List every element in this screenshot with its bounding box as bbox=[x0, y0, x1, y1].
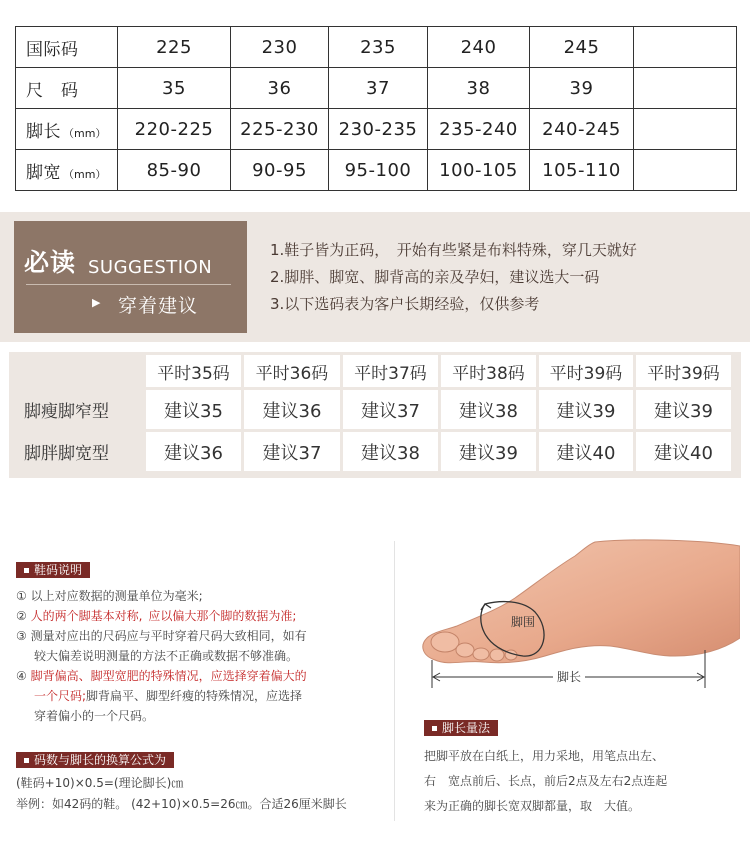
recommendation-cell: 建议40 bbox=[539, 432, 633, 471]
note-4-line2 bbox=[16, 686, 376, 706]
recommendation-cell: 建议36 bbox=[146, 432, 241, 471]
size-cell bbox=[634, 150, 737, 191]
size-cell: 35 bbox=[118, 68, 231, 109]
size-notes bbox=[16, 586, 376, 726]
size-row bbox=[16, 27, 737, 68]
formula-text bbox=[16, 773, 347, 815]
recommendation-cell: 建议37 bbox=[343, 390, 438, 429]
size-cell: 245 bbox=[530, 27, 634, 68]
recommendation-cell: 建议40 bbox=[636, 432, 731, 471]
foot-illustration bbox=[405, 538, 740, 693]
recommendation-cell: 建议35 bbox=[146, 390, 241, 429]
size-row-label bbox=[16, 150, 118, 191]
recommendation-cell: 建议39 bbox=[539, 390, 633, 429]
method-tag bbox=[424, 720, 498, 736]
recommendation-header: 平时37码 bbox=[343, 355, 438, 387]
recommendation-header-row bbox=[12, 355, 731, 387]
recommendation-cell: 建议39 bbox=[636, 390, 731, 429]
size-row-label-text: 尺 码 bbox=[26, 80, 79, 101]
girth-label: 脚围 bbox=[511, 615, 536, 629]
size-row-label-text: 脚宽 bbox=[26, 162, 61, 183]
note-3a: ③ 测量对应出的尺码应与平时穿着尺码大致相同，如有 bbox=[16, 629, 307, 643]
size-row-label-text: 脚长 bbox=[26, 121, 61, 142]
method-line: 把脚平放在白纸上，用力采地，用笔点出左、 bbox=[424, 749, 665, 763]
size-row bbox=[16, 109, 737, 150]
method-title: 脚长量法 bbox=[442, 721, 491, 735]
suggestion-title-en: SUGGESTION bbox=[88, 257, 213, 278]
size-cell: 240 bbox=[428, 27, 530, 68]
vertical-divider bbox=[394, 541, 395, 821]
note-4 bbox=[16, 666, 376, 686]
note-4-line3: 穿着偏小的一个尺码。 bbox=[34, 709, 155, 723]
size-cell: 39 bbox=[530, 68, 634, 109]
size-cell: 225 bbox=[118, 27, 231, 68]
suggestion-subtitle: 穿着建议 bbox=[118, 295, 199, 317]
size-cell: 38 bbox=[428, 68, 530, 109]
note-2-number: ② bbox=[16, 609, 31, 623]
suggestion-item: 1.鞋子皆为正码， 开始有些紧是布料特殊，穿几天就好 bbox=[270, 241, 637, 259]
size-row-label bbox=[16, 68, 118, 109]
recommendation-panel bbox=[9, 352, 741, 478]
toe-3 bbox=[473, 648, 489, 660]
suggestion-title-cn: 必读 bbox=[24, 248, 77, 277]
size-cell: 95-100 bbox=[329, 150, 428, 191]
note-4-text-c: 脚背扁平、脚型纤瘦的特殊情况，应选择 bbox=[86, 689, 303, 703]
method-line: 来为正确的脚长宽双脚都量，取 大值。 bbox=[424, 799, 641, 813]
note-4-text-a: 脚背偏高、脚型宽肥的特殊情况，应选择穿着偏大的 bbox=[30, 669, 307, 683]
recommendation-cell: 建议39 bbox=[441, 432, 536, 471]
recommendation-header: 平时38码 bbox=[441, 355, 536, 387]
formula-line: (鞋码+10)×0.5=(理论脚长)㎝ bbox=[16, 776, 184, 790]
size-cell: 225-230 bbox=[231, 109, 329, 150]
recommendation-row-label: 脚胖脚宽型 bbox=[24, 444, 109, 464]
suggestion-item: 2.脚胖、脚宽、脚背高的亲及孕妇，建议选大一码 bbox=[270, 268, 600, 286]
size-cell: 220-225 bbox=[118, 109, 231, 150]
size-notes-tag bbox=[16, 562, 90, 578]
note-1: ① 以上对应数据的测量单位为毫米; bbox=[16, 589, 203, 603]
recommendation-header: 平时36码 bbox=[244, 355, 340, 387]
size-chart-table bbox=[15, 26, 737, 191]
square-bullet-icon bbox=[24, 568, 29, 573]
size-cell: 100-105 bbox=[428, 150, 530, 191]
size-row-unit: （mm） bbox=[63, 167, 107, 181]
size-row bbox=[16, 68, 737, 109]
size-cell: 105-110 bbox=[530, 150, 634, 191]
size-row-label-text: 国际码 bbox=[26, 39, 79, 60]
size-row-label bbox=[16, 109, 118, 150]
method-text bbox=[424, 744, 667, 819]
recommendation-cell: 建议37 bbox=[244, 432, 340, 471]
size-cell: 235 bbox=[329, 27, 428, 68]
recommendation-table bbox=[9, 352, 734, 474]
size-cell: 230-235 bbox=[329, 109, 428, 150]
size-cell: 36 bbox=[231, 68, 329, 109]
toe-4 bbox=[490, 649, 504, 661]
recommendation-header: 平时39码 bbox=[636, 355, 731, 387]
size-cell bbox=[634, 27, 737, 68]
suggestion-item: 3.以下选码表为客户长期经验，仅供参考 bbox=[270, 295, 540, 313]
size-cell: 85-90 bbox=[118, 150, 231, 191]
formula-tag bbox=[16, 752, 174, 768]
note-2 bbox=[16, 606, 376, 626]
square-bullet-icon bbox=[24, 758, 29, 763]
size-cell: 37 bbox=[329, 68, 428, 109]
note-2-text-b: 应以偏大那个脚的数据为准; bbox=[148, 609, 297, 623]
size-cell: 90-95 bbox=[231, 150, 329, 191]
method-line: 右 宽点前后、长点，前后2点及左右2点连起 bbox=[424, 774, 668, 788]
recommendation-cell: 建议38 bbox=[343, 432, 438, 471]
formula-example: 举例：如42码的鞋。 (42+10)×0.5=26㎝。合适26厘米脚长 bbox=[16, 797, 347, 811]
toe-1 bbox=[431, 632, 459, 652]
recommendation-corner bbox=[12, 355, 143, 387]
suggestion-divider bbox=[26, 284, 231, 285]
recommendation-row-label: 脚瘦脚窄型 bbox=[24, 402, 109, 422]
size-notes-title: 鞋码说明 bbox=[34, 563, 83, 577]
suggestion-band bbox=[0, 212, 750, 342]
size-row-unit: （mm） bbox=[63, 126, 107, 140]
size-cell bbox=[634, 109, 737, 150]
square-bullet-icon bbox=[432, 726, 437, 731]
size-cell: 235-240 bbox=[428, 109, 530, 150]
suggestion-list bbox=[270, 237, 637, 318]
toe-2 bbox=[456, 643, 474, 657]
size-cell: 240-245 bbox=[530, 109, 634, 150]
size-row-label bbox=[16, 27, 118, 68]
size-row bbox=[16, 150, 737, 191]
suggestion-label-box bbox=[14, 221, 247, 333]
play-arrow-icon: ▶ bbox=[92, 296, 101, 309]
recommendation-row bbox=[12, 432, 731, 471]
length-label: 脚长 bbox=[557, 670, 582, 684]
recommendation-cell: 建议38 bbox=[441, 390, 536, 429]
size-cell: 230 bbox=[231, 27, 329, 68]
recommendation-cell: 建议36 bbox=[244, 390, 340, 429]
note-4-text-b: 一个尺码; bbox=[34, 689, 87, 703]
note-4-number: ④ bbox=[16, 669, 31, 683]
note-3b: 较大偏差说明测量的方法不正确或数据不够准确。 bbox=[34, 649, 299, 663]
recommendation-header: 平时35码 bbox=[146, 355, 241, 387]
note-2-text-a: 人的两个脚基本对称, bbox=[30, 609, 143, 623]
formula-title: 码数与脚长的换算公式为 bbox=[34, 753, 167, 767]
recommendation-row bbox=[12, 390, 731, 429]
size-cell bbox=[634, 68, 737, 109]
recommendation-header: 平时39码 bbox=[539, 355, 633, 387]
